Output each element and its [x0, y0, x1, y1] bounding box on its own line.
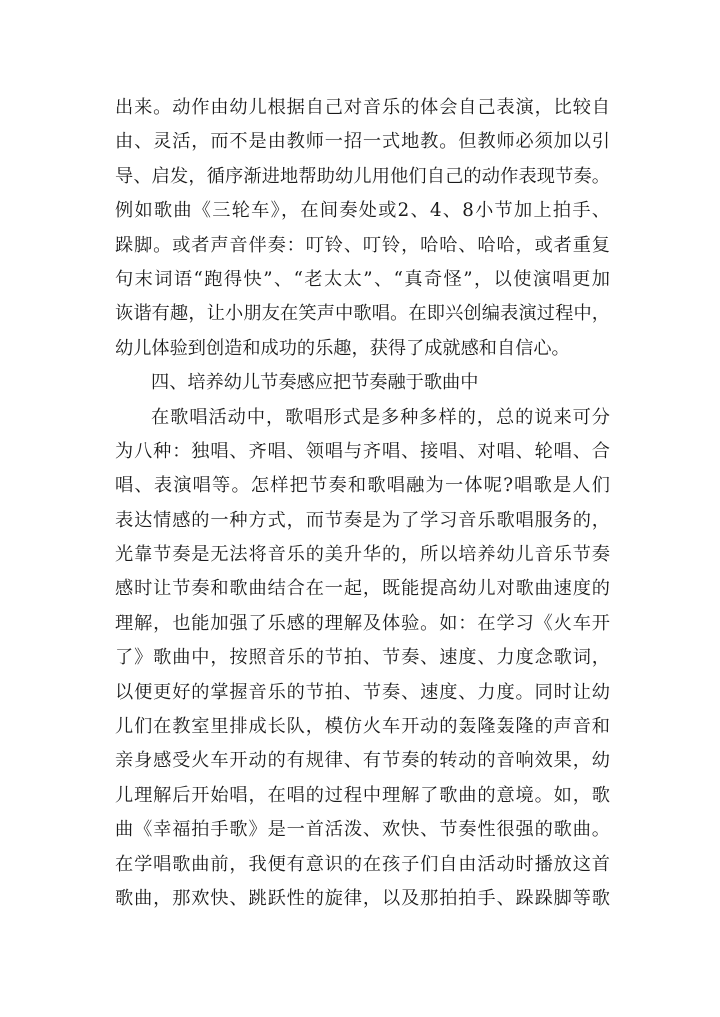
text-line: 表达情感的一种方式，而节奏是为了学习音乐歌唱服务的，: [115, 509, 610, 531]
section-heading: 四、培养幼儿节奏感应把节奏融于歌曲中: [151, 372, 479, 394]
text-line: 亲身感受火车开动的有规律、有节奏的转动的音响效果，幼: [115, 750, 610, 772]
text-line: 跺脚。或者声音伴奏：叮铃、叮铃，哈哈、哈哈，或者重复: [115, 234, 610, 256]
text-line: 句末词语“跑得快”、“老太太”、“真奇怪”，以使演唱更加: [115, 268, 610, 290]
text-line: 了》歌曲中，按照音乐的节拍、节奏、速度、力度念歌词，: [115, 647, 610, 669]
text-line: 为八种：独唱、齐唱、领唱与齐唱、接唱、对唱、轮唱、合: [115, 440, 610, 462]
text-line: 幼儿体验到创造和成功的乐趣，获得了成就感和自信心。: [115, 337, 570, 359]
text-line: 光靠节奏是无法将音乐的美升华的，所以培养幼儿音乐节奏: [115, 544, 610, 566]
text-line: 唱、表演唱等。怎样把节奏和歌唱融为一体呢?唱歌是人们: [115, 475, 610, 497]
text-line: 由、灵活，而不是由教师一招一式地教。但教师必须加以引: [115, 131, 610, 153]
text-line: 儿们在教室里排成长队，模仿火车开动的轰隆轰隆的声音和: [115, 716, 610, 738]
text-line: 感时让节奏和歌曲结合在一起，既能提高幼儿对歌曲速度的: [115, 578, 610, 600]
text-line: 曲《幸福拍手歌》是一首活泼、欢快、节奏性很强的歌曲。: [115, 819, 610, 841]
text-line: 歌曲，那欢快、跳跃性的旋律，以及那拍拍手、跺跺脚等歌: [115, 887, 610, 909]
text-line: 诙谐有趣，让小朋友在笑声中歌唱。在即兴创编表演过程中，: [115, 303, 610, 325]
text-line: 导、启发，循序渐进地帮助幼儿用他们自己的动作表现节奏。: [115, 165, 610, 187]
text-line: 在歌唱活动中，歌唱形式是多种多样的，总的说来可分: [151, 406, 610, 428]
text-line: 出来。动作由幼儿根据自己对音乐的体会自己表演，比较自: [115, 97, 610, 118]
body-text: [115, 91, 610, 916]
text-line: 理解，也能加强了乐感的理解及体验。如：在学习《火车开: [115, 612, 610, 634]
text-line: 例如歌曲《三轮车》，在间奏处或2、4、8小节加上拍手、: [115, 200, 610, 222]
text-line: 以便更好的掌握音乐的节拍、节奏、速度、力度。同时让幼: [115, 681, 610, 703]
text-line: 在学唱歌曲前，我便有意识的在孩子们自由活动时播放这首: [115, 853, 610, 875]
text-line: 儿理解后开始唱，在唱的过程中理解了歌曲的意境。如，歌: [115, 784, 610, 806]
